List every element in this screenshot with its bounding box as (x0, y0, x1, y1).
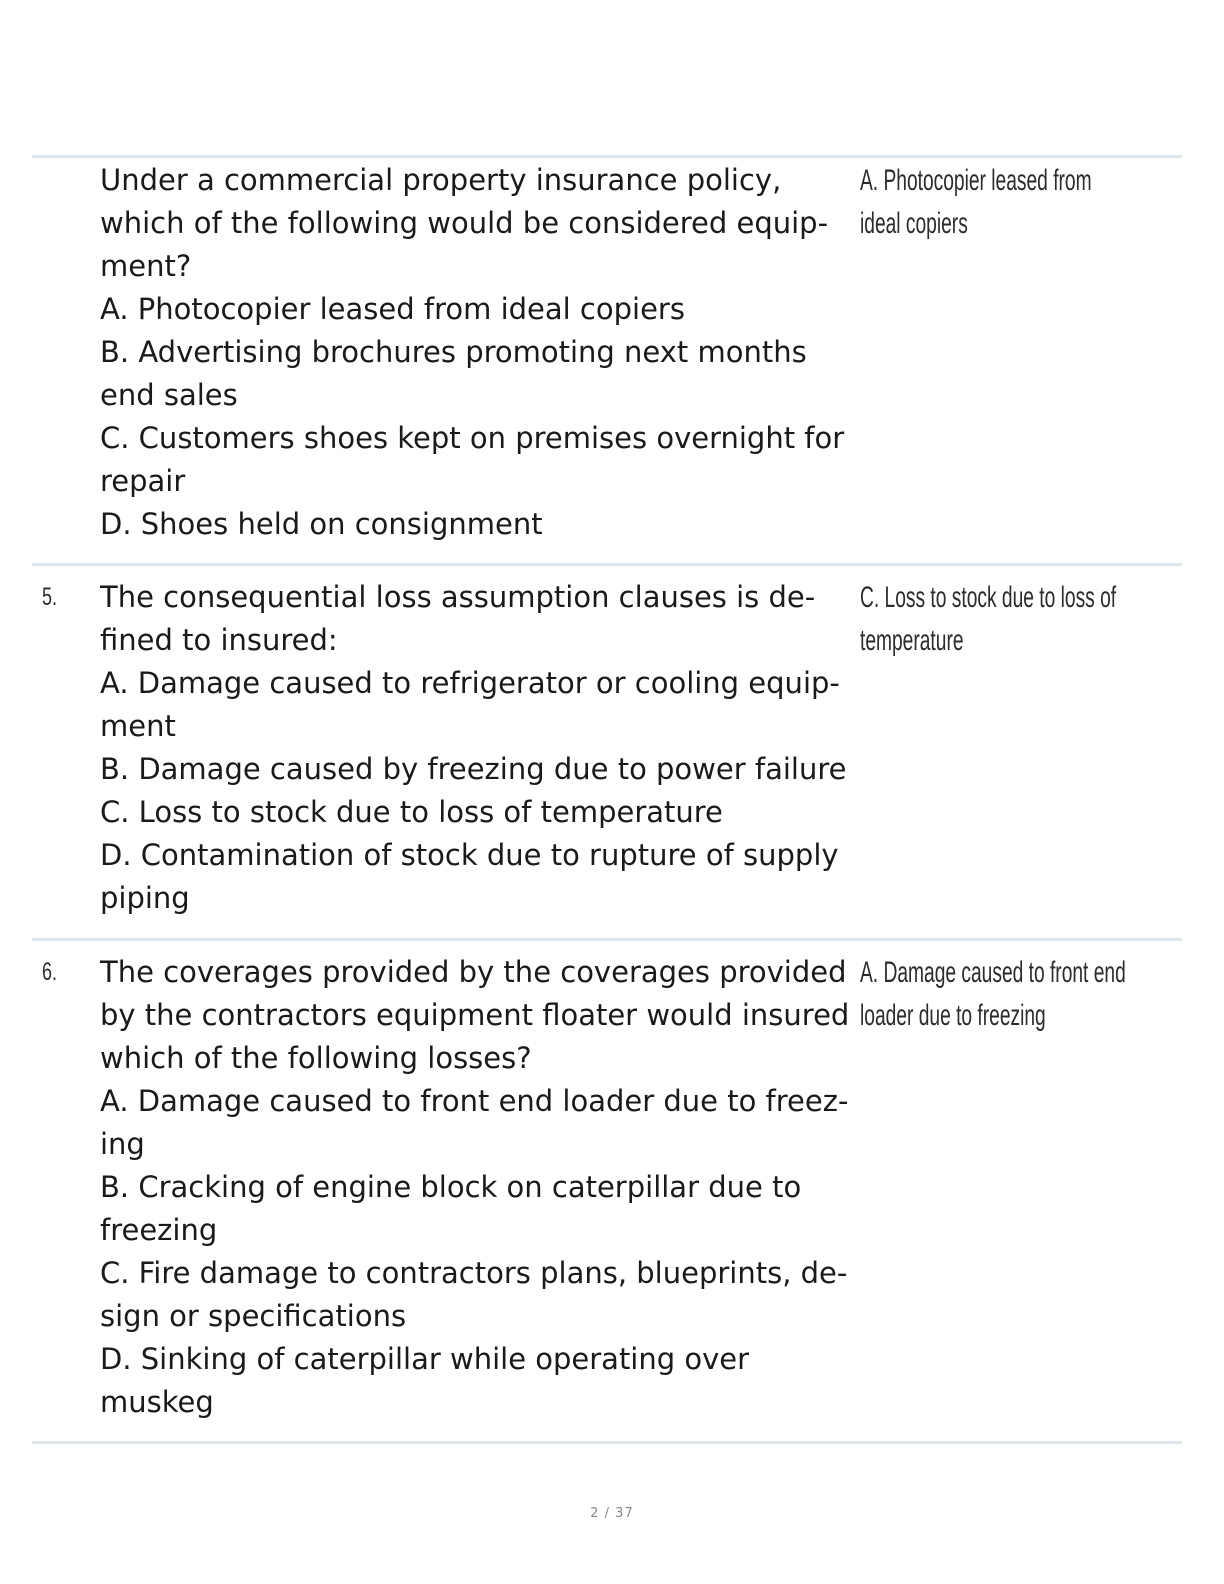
option-d: D. Sinking of caterpillar while operating over (100, 1342, 750, 1376)
option-b: B. Damage caused by freezing due to power failure (100, 752, 847, 786)
question-line: fined to insured: (100, 623, 338, 657)
answer-text (860, 159, 1092, 245)
page-indicator: 2 / 37 (590, 1506, 634, 1521)
option-c: C. Customers shoes kept on premises overnight for (100, 421, 845, 455)
option-a: A. Damage caused to refrigerator or cooling equip- (100, 666, 840, 700)
answer-line: A. Damage caused to front end (860, 956, 1126, 989)
answer-text (860, 951, 1126, 1037)
option-a: A. Photocopier leased from ideal copiers (100, 292, 685, 326)
question-line: by the contractors equipment floater would insured (100, 998, 850, 1032)
answer-line: temperature (860, 624, 964, 657)
option-a-cont: ment (100, 709, 176, 743)
question-line: The coverages provided by the coverages provided (100, 955, 847, 989)
option-c: C. Loss to stock due to loss of temperature (100, 795, 723, 829)
question-line: which of the following losses? (100, 1041, 532, 1075)
question-line: The consequential loss assumption clauses is de- (100, 580, 816, 614)
option-c-cont: sign or specifications (100, 1299, 407, 1333)
option-b: B. Cracking of engine block on caterpillar due to (100, 1170, 802, 1204)
card-number: 6. (42, 958, 58, 986)
divider-top (32, 155, 1182, 158)
answer-line: A. Photocopier leased from (860, 164, 1092, 197)
card-number: 5. (42, 583, 58, 611)
answer-text (860, 576, 1116, 662)
question-text (100, 576, 852, 920)
option-c: C. Fire damage to contractors plans, blueprints, de- (100, 1256, 848, 1290)
option-d-cont: muskeg (100, 1385, 214, 1419)
answer-line: C. Loss to stock due to loss of (860, 581, 1117, 614)
option-a: A. Damage caused to front end loader due to freez- (100, 1084, 849, 1118)
option-b-cont: freezing (100, 1213, 218, 1247)
question-text (100, 159, 852, 546)
option-b: B. Advertising brochures promoting next months (100, 335, 807, 369)
question-line: Under a commercial property insurance policy, (100, 163, 782, 197)
option-d: D. Shoes held on consignment (100, 507, 543, 541)
answer-line: ideal copiers (860, 207, 968, 240)
answer-line: loader due to freezing (860, 999, 1046, 1032)
option-c-cont: repair (100, 464, 186, 498)
option-d-cont: piping (100, 881, 190, 915)
divider (32, 938, 1182, 941)
option-b-cont: end sales (100, 378, 238, 412)
divider-bottom (32, 1441, 1182, 1444)
option-a-cont: ing (100, 1127, 145, 1161)
divider (32, 563, 1182, 566)
question-line: ment? (100, 249, 192, 283)
option-d: D. Contamination of stock due to rupture of supply (100, 838, 839, 872)
question-line: which of the following would be considered equip- (100, 206, 829, 240)
question-text (100, 951, 852, 1424)
